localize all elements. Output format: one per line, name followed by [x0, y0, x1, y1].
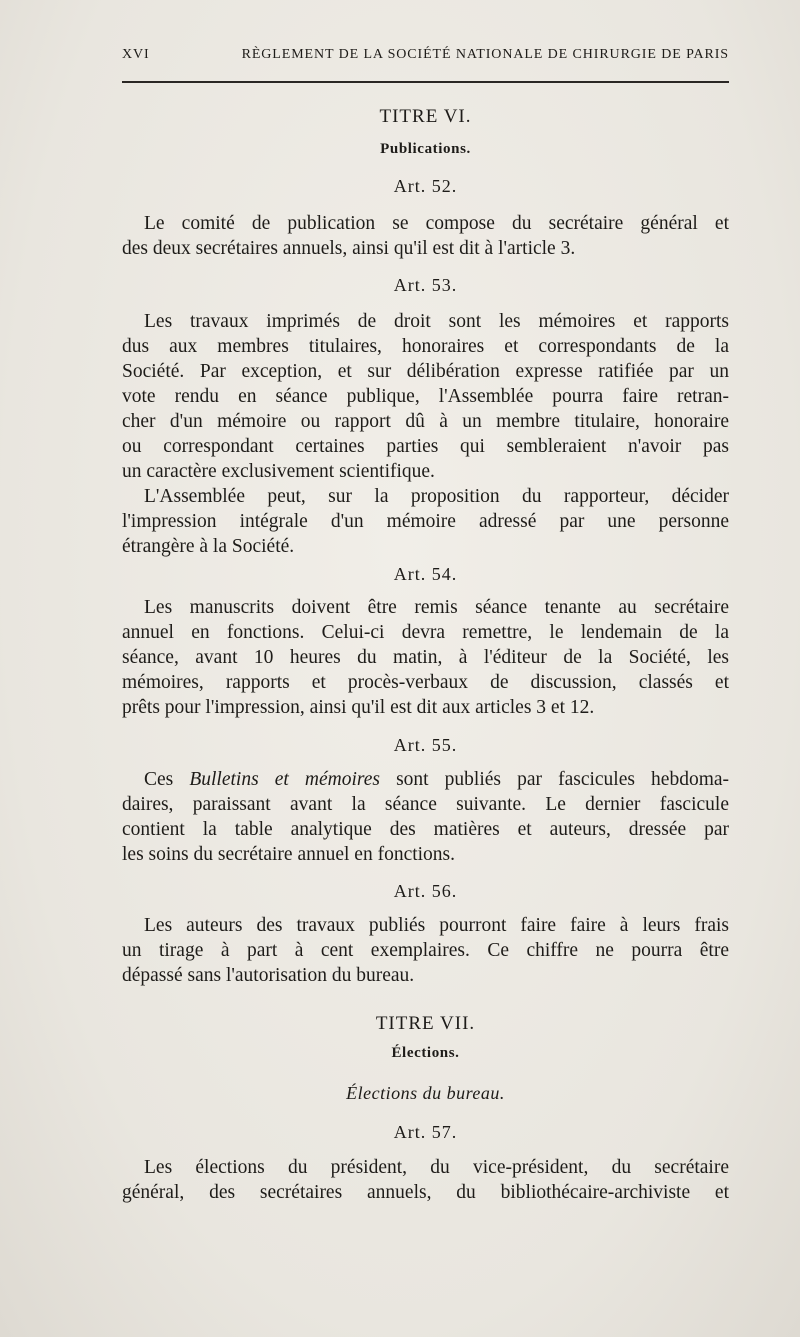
text-fragment: sont publiés par fascicules hebdoma- — [380, 769, 729, 790]
page-number: XVI — [122, 47, 150, 62]
art-56-text — [122, 913, 729, 988]
text-line: vote rendu en séance publique, l'Assemblée pourra faire retran- — [122, 386, 729, 407]
header-rule — [122, 81, 729, 83]
elections-heading: Élections. — [391, 1045, 460, 1061]
art-53-text — [122, 309, 729, 559]
titre-vi-heading: TITRE VI. — [379, 106, 472, 127]
text-line: L'Assemblée peut, sur la proposition du rapporteur, décider — [144, 486, 729, 507]
titre-vii-heading: TITRE VII. — [375, 1013, 476, 1034]
text-line: contient la table analytique des matières et auteurs, dressée par — [122, 819, 729, 840]
text-line: dépassé sans l'autorisation du bureau. — [122, 965, 415, 986]
text-line — [122, 767, 729, 792]
text-line: séance, avant 10 heures du matin, à l'éditeur de la Société, les — [122, 647, 729, 668]
text-line: l'impression intégrale d'un mémoire adressé par une personne — [122, 511, 729, 532]
art-55-text — [122, 767, 729, 867]
art-53-heading: Art. 53. — [393, 275, 458, 295]
text-line: Les élections du président, du vice-président, du secrétaire — [144, 1157, 729, 1178]
art-54-heading: Art. 54. — [393, 564, 458, 584]
art-54-text — [122, 595, 729, 720]
text-line: des deux secrétaires annuels, ainsi qu'il est dit à l'article 3. — [122, 238, 576, 259]
text-line: un caractère exclusivement scientifique. — [122, 461, 435, 482]
text-line: étrangère à la Société. — [122, 536, 295, 557]
art-57-text — [122, 1155, 729, 1205]
text-fragment: Ces — [144, 769, 190, 790]
text-line: les soins du secrétaire annuel en fonctions. — [122, 844, 456, 865]
running-head — [122, 47, 729, 63]
text-line: dus aux membres titulaires, honoraires et correspondants de la — [122, 336, 729, 357]
art-57-heading: Art. 57. — [393, 1122, 458, 1142]
text-line: Société. Par exception, et sur délibération expresse ratifiée par un — [122, 361, 729, 382]
text-line: annuel en fonctions. Celui-ci devra remettre, le lendemain de la — [122, 622, 729, 643]
text-line: Le comité de publication se compose du secrétaire général et — [144, 213, 729, 234]
text-line: Les travaux imprimés de droit sont les mémoires et rapports — [144, 311, 729, 332]
text-line: un tirage à part à cent exemplaires. Ce chiffre ne pourra être — [122, 940, 729, 961]
bulletins-title: Bulletins et mémoires — [189, 769, 381, 790]
running-head-title: RÈGLEMENT DE LA SOCIÉTÉ NATIONALE DE CHIRURGIE DE PARIS — [241, 47, 729, 62]
text-line: Les manuscrits doivent être remis séance tenante au secrétaire — [144, 597, 729, 618]
text-line: Les auteurs des travaux publiés pourront faire faire à leurs frais — [144, 915, 729, 936]
text-line: daires, paraissant avant la séance suivante. Le dernier fascicule — [122, 794, 729, 815]
text-line: ou correspondant certaines parties qui sembleraient n'avoir pas — [122, 436, 729, 457]
text-line: prêts pour l'impression, ainsi qu'il est dit aux articles 3 et 12. — [122, 697, 595, 718]
text-line: cher d'un mémoire ou rapport dû à un membre titulaire, honoraire — [122, 411, 729, 432]
art-52-heading: Art. 52. — [393, 176, 458, 196]
text-line: général, des secrétaires annuels, du bibliothécaire-archiviste et — [122, 1182, 729, 1203]
publications-heading: Publications. — [380, 141, 471, 157]
text-line: mémoires, rapports et procès-verbaux de discussion, classés et — [122, 672, 729, 693]
art-55-heading: Art. 55. — [393, 735, 458, 755]
art-52-text — [122, 211, 729, 261]
art-56-heading: Art. 56. — [393, 881, 458, 901]
elections-bureau-heading: Élections du bureau. — [346, 1083, 505, 1103]
